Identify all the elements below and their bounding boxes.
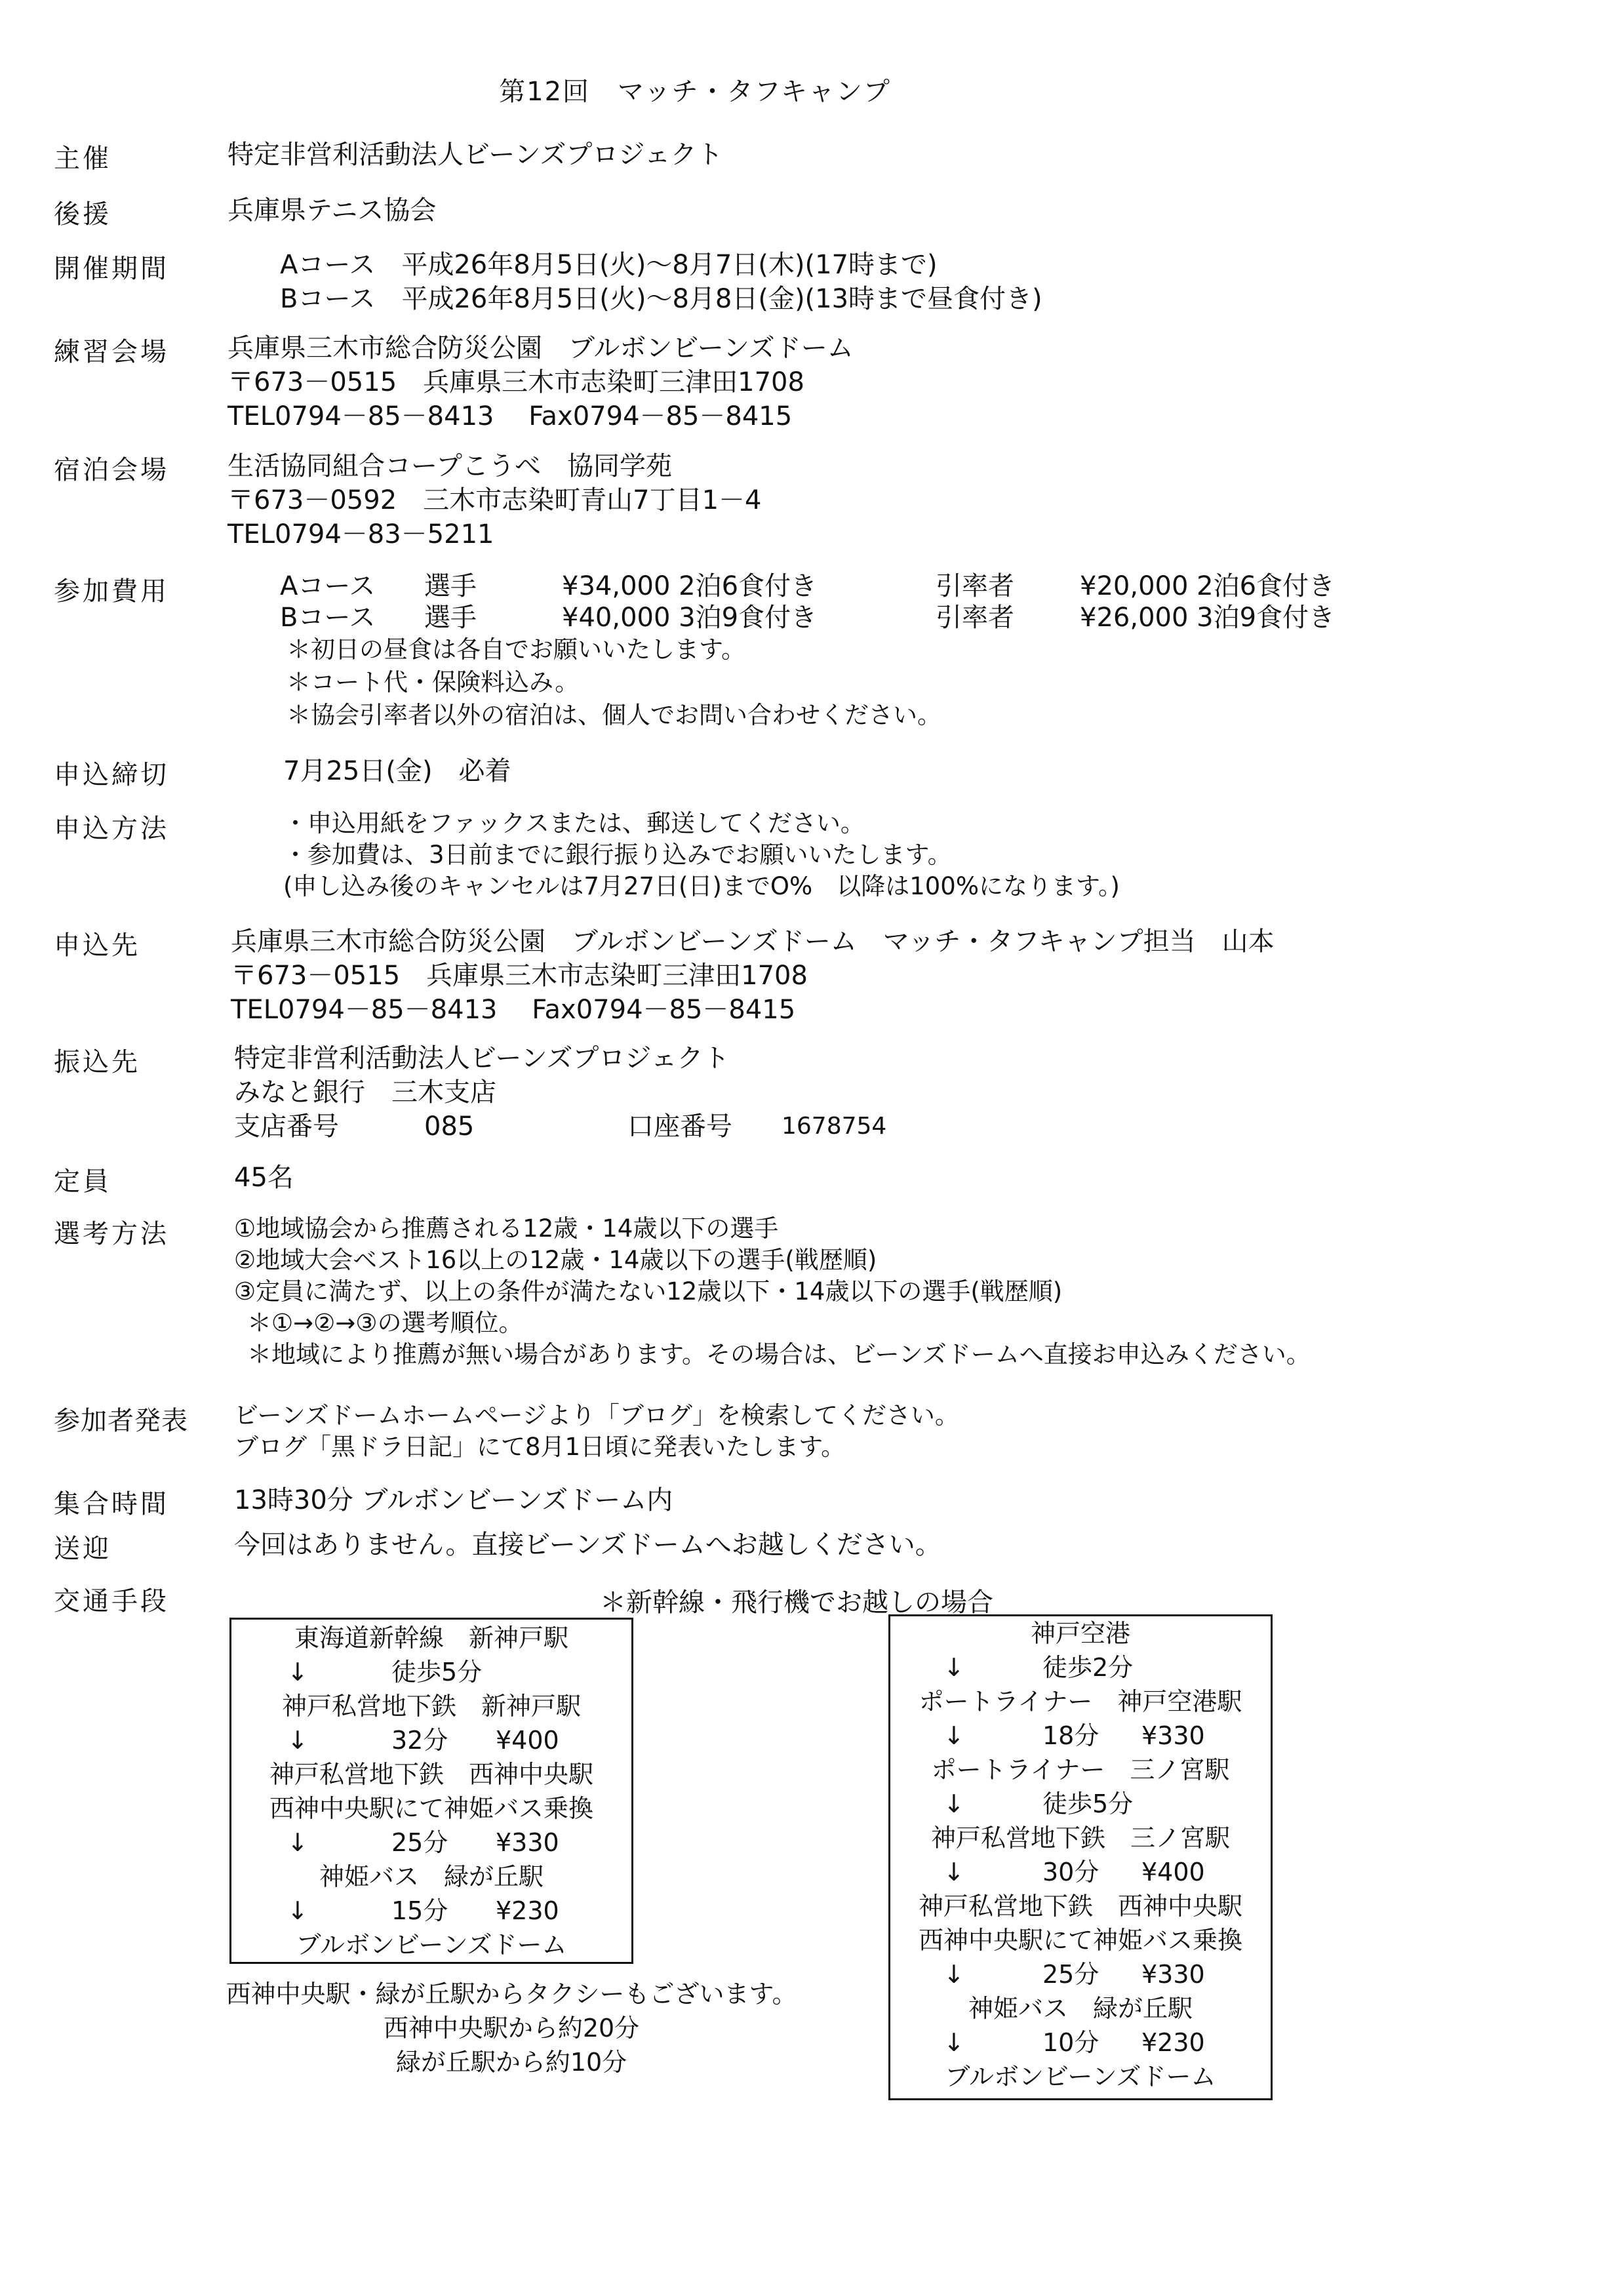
selection-note: ＊地域により推薦が無い場合があります。その場合は、ビーンズドームへ直接お申込みください。 (247, 1340, 1311, 1368)
route-time: 18分 (1042, 1721, 1099, 1750)
fee-role: 選手 (424, 603, 477, 633)
period-line-a: Aコース 平成26年8月5日(火)～8月7日(木)(17時まで) (280, 250, 938, 280)
taxi-note-line: 西神中央駅・緑が丘駅からタクシーもございます。 (226, 1980, 797, 2008)
down-arrow-icon: ↓ (287, 1658, 308, 1686)
support-value: 兵庫県テニス協会 (228, 195, 437, 226)
route-time: 25分 (1042, 1960, 1099, 1989)
account-number: 1678754 (782, 1113, 887, 1140)
route-station: 神戸空港 (1030, 1619, 1130, 1648)
lodging-address: 〒673－0592 三木市志染町青山7丁目1－4 (228, 485, 762, 515)
transfer-account-name: 特定非営利活動法人ビーンズプロジェクト (234, 1043, 730, 1073)
route-station: 神姫バス 緑が丘駅 (968, 1994, 1193, 2023)
fee-price: ¥40,000 3泊9食付き (562, 603, 818, 633)
apply-to-phone: TEL0794－85－8413 Fax0794－85－8415 (231, 995, 796, 1025)
transport-subheading: ＊新幹線・飛行機でお越しの場合 (600, 1587, 993, 1618)
route-station: 神姫バス 緑が丘駅 (319, 1862, 544, 1891)
fee-role: 引率者 (936, 603, 1014, 633)
route-fare: ¥330 (496, 1828, 559, 1857)
selection-label: 選考方法 (54, 1219, 169, 1249)
lodging-name: 生活協同組合コープこうべ 協同学苑 (228, 451, 672, 481)
announcement-line: ブログ「黒ドラ日記」にて8月1日頃に発表いたします。 (234, 1433, 846, 1461)
pickup-label: 送迎 (54, 1534, 111, 1564)
taxi-note-line: 西神中央駅から約20分 (383, 2014, 640, 2043)
deadline-label: 申込締切 (54, 760, 169, 790)
route-step (890, 1650, 1271, 1685)
route-fare: ¥330 (1141, 1721, 1205, 1750)
fee-note: ＊初日の昼食は各自でお願いいたします。 (287, 635, 746, 664)
fee-role: 選手 (424, 571, 477, 601)
down-arrow-icon: ↓ (943, 1653, 964, 1682)
route-step (231, 1723, 631, 1757)
transfer-numbers (234, 1109, 1283, 1144)
branch-number-label: 支店番号 (234, 1111, 339, 1142)
method-line: ・参加費は、3日前までに銀行振り込みでお願いいたします。 (283, 841, 952, 869)
down-arrow-icon: ↓ (943, 1858, 964, 1886)
capacity-label: 定員 (54, 1167, 111, 1197)
announcement-label: 参加者発表 (54, 1406, 188, 1436)
organizer-label: 主催 (54, 144, 111, 174)
down-arrow-icon: ↓ (287, 1896, 308, 1925)
route-step (231, 1655, 631, 1689)
route-station: ポートライナー 神戸空港駅 (919, 1687, 1242, 1716)
transport-label: 交通手段 (54, 1586, 169, 1616)
route-fare: ¥400 (1141, 1858, 1205, 1886)
route-box-airport (888, 1614, 1273, 2100)
fee-course: Bコース (280, 603, 376, 633)
apply-to-label: 申込先 (54, 930, 140, 961)
fee-row-b (228, 602, 1572, 633)
route-time: 32分 (391, 1726, 448, 1755)
down-arrow-icon: ↓ (943, 1960, 964, 1989)
route-step (231, 1826, 631, 1860)
taxi-note (216, 1977, 806, 2079)
route-time: 25分 (391, 1828, 448, 1857)
taxi-note-line: 緑が丘駅から約10分 (395, 2048, 627, 2077)
announcement-line: ビーンズドームホームページより「ブログ」を検索してください。 (234, 1401, 959, 1429)
deadline-value: 7月25日(金) 必着 (283, 756, 511, 786)
route-box-shinkansen (229, 1618, 633, 1964)
route-fare: ¥330 (1141, 1960, 1205, 1989)
selection-note: ＊①→②→③の選考順位。 (247, 1309, 523, 1337)
lodging-phone: TEL0794－83－5211 (228, 519, 494, 549)
practice-venue-phone: TEL0794－85－8413 Fax0794－85－8415 (228, 401, 793, 431)
down-arrow-icon: ↓ (943, 1789, 964, 1818)
practice-venue-label: 練習会場 (54, 337, 169, 367)
selection-criteria: ③定員に満たず、以上の条件が満たない12歳以下・14歳以下の選手(戦歴順) (234, 1277, 1063, 1306)
route-step (890, 1787, 1271, 1821)
pickup-value: 今回はありません。直接ビーンズドームへお越しください。 (234, 1530, 941, 1560)
lodging-label: 宿泊会場 (54, 455, 169, 485)
apply-to-address: 〒673－0515 兵庫県三木市志染町三津田1708 (231, 961, 808, 991)
support-label: 後援 (54, 199, 111, 230)
route-time: 徒歩5分 (1042, 1789, 1134, 1818)
practice-venue-address: 〒673－0515 兵庫県三木市志染町三津田1708 (228, 367, 804, 397)
route-station: 東海道新幹線 新神戸駅 (294, 1624, 568, 1652)
route-station: ブルボンビーンズドーム (296, 1930, 567, 1959)
meeting-value: 13時30分 ブルボンビーンズドーム内 (234, 1485, 673, 1515)
fee-note: ＊協会引率者以外の宿泊は、個人でお問い合わせください。 (287, 701, 941, 729)
route-time: 10分 (1042, 2028, 1099, 2057)
fee-row-a (228, 570, 1572, 602)
method-line: ・申込用紙をファックスまたは、郵送してください。 (283, 809, 865, 837)
route-step (890, 2026, 1271, 2060)
route-station: 西神中央駅にて神姫バス乗換 (269, 1794, 593, 1823)
fees-label: 参加費用 (54, 576, 169, 607)
route-station: 神戸私営地下鉄 西神中央駅 (918, 1892, 1242, 1921)
route-time: 徒歩5分 (391, 1658, 483, 1686)
organizer-value: 特定非営利活動法人ビーンズプロジェクト (228, 140, 723, 170)
practice-venue-name: 兵庫県三木市総合防災公園 ブルボンビーンズドーム (228, 333, 854, 363)
branch-number: 085 (424, 1111, 475, 1142)
fee-price: ¥34,000 2泊6食付き (562, 571, 818, 601)
method-label: 申込方法 (54, 814, 169, 844)
route-step (890, 1719, 1271, 1753)
route-fare: ¥230 (1141, 2028, 1205, 2057)
period-label: 開催期間 (54, 254, 169, 284)
route-time: 徒歩2分 (1042, 1653, 1134, 1682)
fee-price: ¥26,000 3泊9食付き (1080, 603, 1336, 633)
capacity-value: 45名 (234, 1163, 294, 1193)
transfer-label: 振込先 (54, 1047, 140, 1077)
period-line-b: Bコース 平成26年8月5日(火)～8月8日(金)(13時まで昼食付き) (280, 284, 1042, 314)
route-station: 西神中央駅にて神姫バス乗換 (918, 1926, 1242, 1955)
route-step (890, 1957, 1271, 1991)
down-arrow-icon: ↓ (287, 1828, 308, 1857)
route-station: 神戸私営地下鉄 三ノ宮駅 (930, 1824, 1230, 1852)
selection-criteria: ①地域協会から推薦される12歳・14歳以下の選手 (234, 1214, 779, 1243)
route-time: 15分 (391, 1896, 448, 1925)
route-station: 神戸私営地下鉄 西神中央駅 (269, 1760, 593, 1789)
down-arrow-icon: ↓ (943, 1721, 964, 1750)
route-station: ブルボンビーンズドーム (945, 2062, 1216, 2091)
route-fare: ¥400 (496, 1726, 559, 1755)
account-number-label: 口座番号 (627, 1111, 732, 1142)
route-fare: ¥230 (496, 1896, 559, 1925)
route-step (231, 1894, 631, 1928)
fee-price: ¥20,000 2泊6食付き (1080, 571, 1336, 601)
transfer-bank: みなと銀行 三木支店 (234, 1077, 496, 1108)
down-arrow-icon: ↓ (287, 1726, 308, 1755)
fee-role: 引率者 (936, 571, 1014, 601)
fee-note: ＊コート代・保険料込み。 (287, 668, 580, 696)
meeting-label: 集合時間 (54, 1489, 169, 1519)
selection-criteria: ②地域大会ベスト16以上の12歳・14歳以下の選手(戦歴順) (234, 1246, 877, 1274)
route-station: 神戸私営地下鉄 新神戸駅 (281, 1692, 581, 1721)
document-title: 第12回 マッチ・タフキャンプ (499, 77, 891, 107)
route-step (890, 1855, 1271, 1889)
fee-course: Aコース (280, 571, 376, 601)
method-cancel-note: (申し込み後のキャンセルは7月27日(日)までO% 以降は100%になります。) (283, 872, 1120, 900)
apply-to-name: 兵庫県三木市総合防災公園 ブルボンビーンズドーム マッチ・タフキャンプ担当 山本 (231, 927, 1275, 957)
route-station: ポートライナー 三ノ宮駅 (931, 1755, 1230, 1784)
down-arrow-icon: ↓ (943, 2028, 964, 2057)
route-time: 30分 (1042, 1858, 1099, 1886)
